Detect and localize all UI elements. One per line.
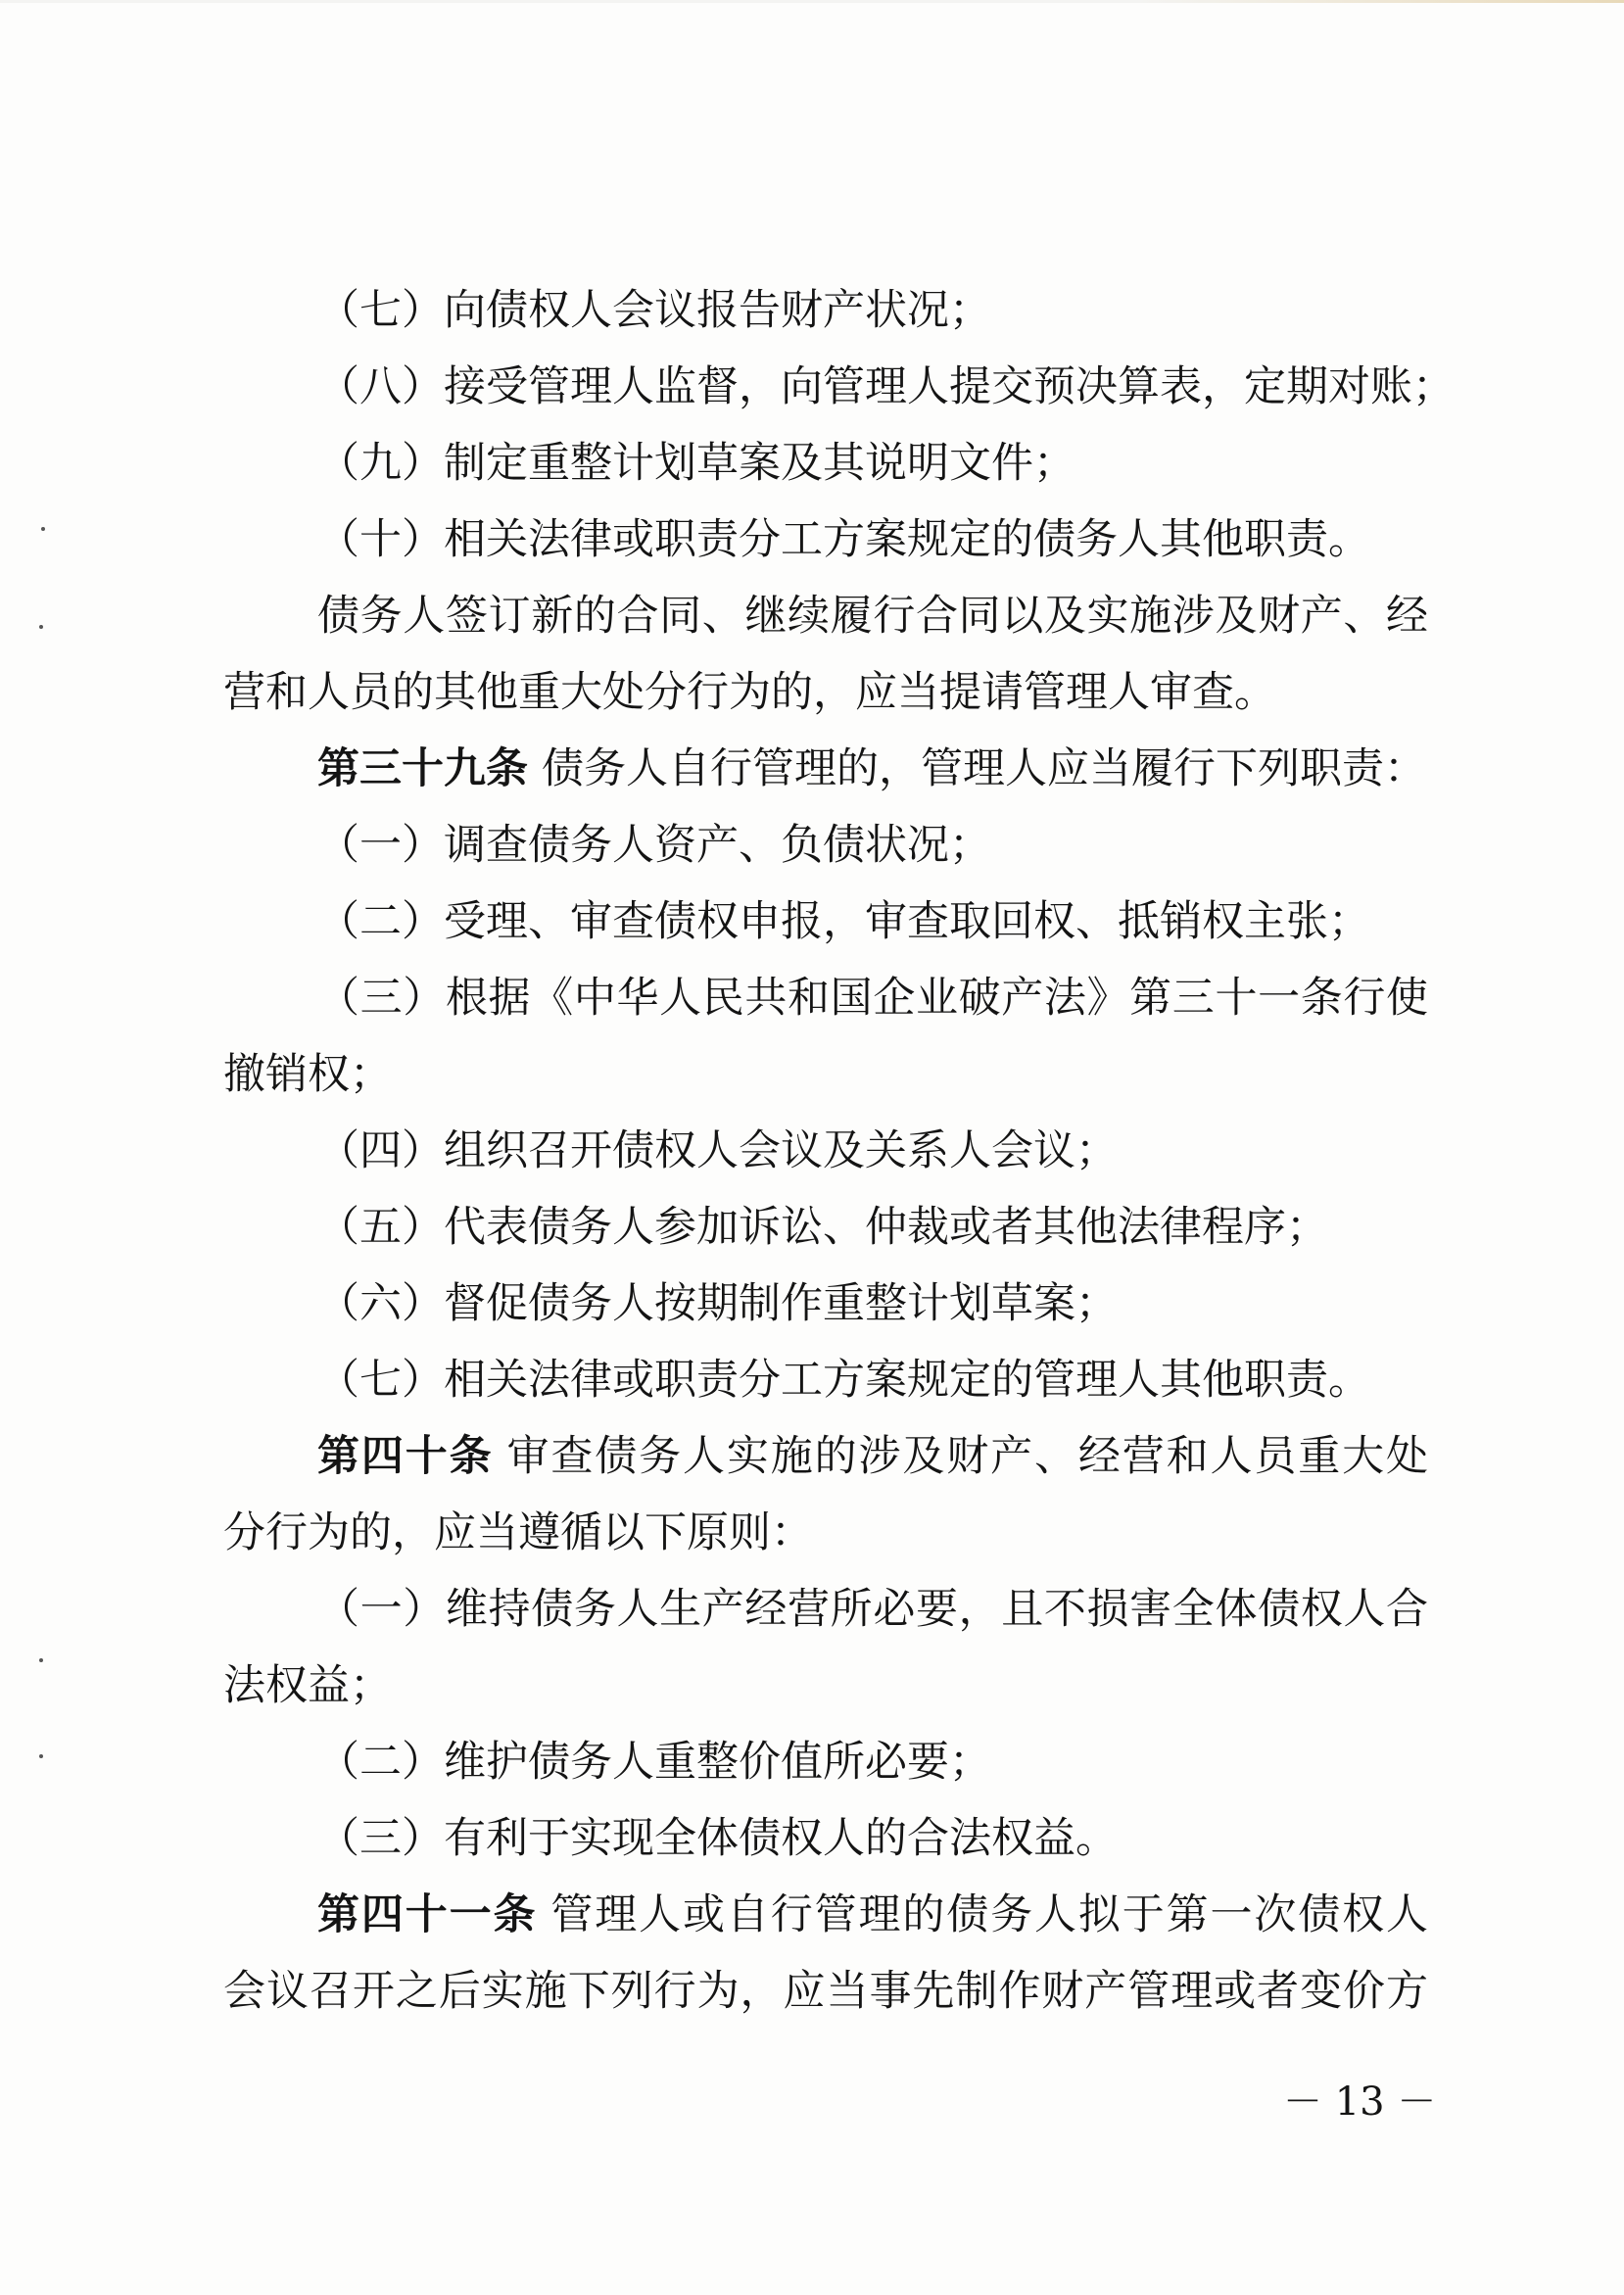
list-item: （七）相关法律或职责分工方案规定的管理人其他职责。: [317, 1356, 1370, 1405]
article-text: 债务人自行管理的，管理人应当履行下列职责：: [542, 744, 1426, 793]
margin-mark: [39, 1754, 43, 1758]
article-39: [223, 731, 1428, 807]
article-heading: 第四十一条: [317, 1890, 538, 1939]
paragraph-line: 会议召开之后实施下列行为，应当事先制作财产管理或者变价方: [223, 1967, 1428, 2016]
list-item: （九）制定重整计划草案及其说明文件；: [317, 439, 1075, 488]
article-heading: 第三十九条: [317, 744, 528, 793]
list-item: （六）督促债务人按期制作重整计划草案；: [317, 1279, 1118, 1328]
paragraph-line: 分行为的，应当遵循以下原则：: [223, 1508, 813, 1557]
page-number: － 13 －: [1283, 2080, 1437, 2125]
list-item-continuation: 法权益；: [223, 1661, 392, 1710]
list-item: （三）根据《中华人民共和国企业破产法》第三十一条行使: [317, 974, 1428, 1023]
margin-mark: [41, 527, 45, 531]
article-heading: 第四十条: [317, 1432, 494, 1481]
list-item: （十）相关法律或职责分工方案规定的债务人其他职责。: [317, 515, 1370, 564]
article-40: [223, 1418, 1428, 1495]
list-item: （一）维持债务人生产经营所必要，且不损害全体债权人合: [317, 1585, 1428, 1634]
list-item: （四）组织召开债权人会议及关系人会议；: [317, 1126, 1118, 1175]
list-item: （五）代表债务人参加诉讼、仲裁或者其他法律程序；: [317, 1203, 1328, 1252]
margin-mark: [39, 625, 43, 629]
document-body: [223, 272, 1455, 2030]
article-text: 管理人或自行管理的债务人拟于第一次债权人: [550, 1890, 1428, 1939]
article-41: [223, 1877, 1428, 1953]
scan-top-edge: [0, 0, 1624, 3]
list-item: （三）有利于实现全体债权人的合法权益。: [317, 1814, 1118, 1863]
paragraph-line: 营和人员的其他重大处分行为的，应当提请管理人审查。: [223, 668, 1276, 717]
list-item: （二）维护债务人重整价值所必要；: [317, 1738, 991, 1787]
paragraph-line: 债务人签订新的合同、继续履行合同以及实施涉及财产、经: [317, 592, 1428, 641]
margin-mark: [39, 1658, 43, 1662]
list-item-continuation: 撤销权；: [223, 1050, 392, 1099]
list-item: （二）受理、审查债权申报，审查取回权、抵销权主张；: [317, 897, 1370, 946]
article-text: 审查债务人实施的涉及财产、经营和人员重大处: [506, 1432, 1428, 1481]
list-item: （一）调查债务人资产、负债状况；: [317, 821, 991, 870]
list-item: （七）向债权人会议报告财产状况；: [317, 286, 991, 335]
list-item: （八）接受管理人监督，向管理人提交预决算表，定期对账；: [317, 362, 1455, 411]
